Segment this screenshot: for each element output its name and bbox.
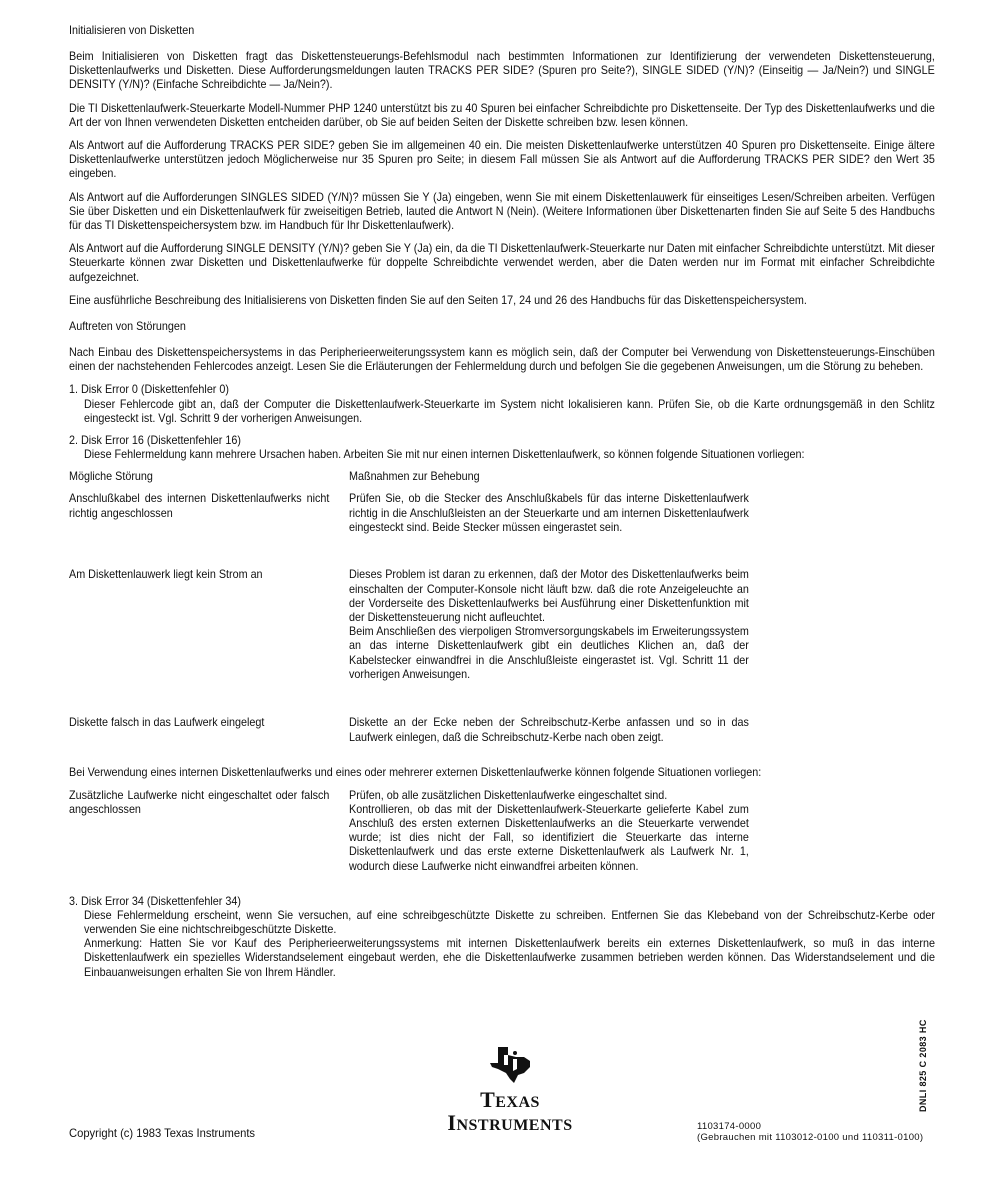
error-item-2: [69, 434, 935, 462]
solution-text: Prüfen Sie, ob die Stecker des Anschlußkabels für das interne Diskettenlaufwerk richtig in die Anschlußleisten an der Steuerkarte und am internen Diskettenlaufwerk eingesteckt sind. Beide Stecker müssen eingerastet sein.: [349, 492, 749, 534]
table-row: [69, 568, 935, 716]
table-row: [69, 789, 935, 895]
problem-cell: Am Diskettenlauwerk liegt kein Strom an: [69, 568, 263, 582]
error-body: Diese Fehlermeldung erscheint, wenn Sie versuchen, auf eine schreibgeschützte Diskette zu schreiben. Entfernen Sie das Klebeband von der Schreibschutz-Kerbe oder verwenden Sie eine nichtschreibgeschützte Diskette.: [84, 908, 935, 937]
solution-cell: [349, 789, 749, 895]
problem-cell: Diskette falsch in das Laufwerk eingelegt: [69, 716, 265, 730]
solution-text: Prüfen, ob alle zusätzlichen Diskettenlaufwerke eingeschaltet sind.: [349, 788, 668, 802]
column-header-problem: Mögliche Störung: [69, 470, 153, 484]
paragraph: Als Antwort auf die Aufforderung TRACKS PER SIDE? geben Sie im allgemeinen 40 ein. Die meisten Diskettenlaufwerke unterstützen 40 Spuren pro Diskettenseite. Einige ältere Diskettenlaufwerke unterstützen jedoch Möglicherweise nur 35 Spuren pro Seite; in diesem Fall müssen Sie als Antwort auf die Aufforderung TRACKS PER SIDE? den Wert 35 eingeben.: [69, 139, 935, 181]
paragraph: Die TI Diskettenlaufwerk-Steuerkarte Modell-Nummer PHP 1240 unterstützt bis zu 40 Spuren bei einfacher Schreibdichte pro Diskettenseite. Der Typ des Diskettenlaufwerks und die Art der von Ihnen verwendeten Disketten entcheiden darüber, ob Sie auf beiden Seiten der Diskette schreiben bzw. lesen können.: [69, 101, 935, 129]
error-item-1: [69, 383, 935, 426]
logo-wordmark: [410, 1087, 610, 1136]
logo-line-2: INSTRUMENTS: [447, 1110, 573, 1135]
external-intro: Bei Verwendung eines internen Diskettenlaufwerks und eines oder mehrerer externen Diskettenlaufwerke können folgende Situationen vorliegen:: [69, 766, 762, 780]
faults-intro: Nach Einbau des Diskettenspeichersystems in das Peripherieerweiterungssystem kann es möglich sein, daß der Computer bei Verwendung von Diskettensteuerungs-Einschüben einen der nachstehenden Fehlercodes anzeigt. Lesen Sie die Erläuterungen der Fehlermeldung durch und befolgen Sie die gegebenen Anweisungen, um die Störung zu beheben.: [69, 346, 935, 374]
document-page: [69, 24, 935, 988]
heading-faults: Auftreten von Störungen: [69, 320, 186, 334]
problem-cell: Anschlußkabel des internen Diskettenlaufwerks nicht richtig angeschlossen: [69, 492, 330, 520]
paragraph: Als Antwort auf die Aufforderung SINGLE DENSITY (Y/N)? geben Sie Y (Ja) ein, da die TI Diskettenlaufwerk-Steuerkarte nur Daten mit einfacher Schreibdichte unterstützt. Mit dieser Steuerkarte können zwar Disketten und Diskettenlaufwerke für doppelte Schreibdichte verwendet werden, aber die Daten werden nur im Format mit einfacher Schreibdichte aufgezeichnet.: [69, 242, 935, 284]
table-row: [69, 716, 935, 766]
solution-text: Beim Anschließen des vierpoligen Stromversorgungskabels im Erweiterungssystem an das interne Diskettenlaufwerk gibt ein deutliches Klichen an, daß der Kabelstecker einwandfrei in die Anschlußleiste eingerastet ist. Vgl. Schritt 11 der vorherigen Anweisungen.: [349, 625, 749, 681]
error-body: Diese Fehlermeldung kann mehrere Ursachen haben. Arbeiten Sie mit nur einen internen Diskettenlaufwerk, so können folgende Situationen vorliegen:: [84, 448, 805, 462]
solution-text: Kontrollieren, ob das mit der Diskettenlaufwerk-Steuerkarte gelieferte Kabel zum Anschluß des ersten externen Diskettenlaufwerks an die Steuerkarte verwendet wurde; ist dies nicht der Fall, so identifiziert die Steuerkarte das interne Diskettenlaufwerk und das erste externe Diskettenlaufwerk als Laufwerk Nr. 1, wodurch diese Laufwerke nicht einwandfrei arbeiten können.: [349, 802, 749, 873]
solution-cell: [349, 716, 749, 766]
table-row: [69, 492, 935, 568]
part-usage: (Gebrauchen mit 1103012-0100 und 110311-0100): [697, 1132, 924, 1143]
error-body: Dieser Fehlercode gibt an, daß der Computer die Diskettenlaufwerk-Steuerkarte im System nicht lokalisieren kann. Prüfen Sie, ob die Karte ordnungsgemäß in den Schlitz eingesteckt ist. Vgl. Schritt 9 der vorherigen Anweisungen.: [84, 397, 935, 425]
error-item-3: [69, 895, 935, 980]
solution-cell: [349, 568, 749, 716]
ti-state-logo-icon: [486, 1045, 534, 1085]
table-header: [69, 470, 935, 492]
error-title: 1. Disk Error 0 (Diskettenfehler 0): [69, 383, 229, 397]
error-title: 2. Disk Error 16 (Diskettenfehler 16): [69, 434, 241, 448]
texas-instruments-logo: [410, 1045, 610, 1136]
error-note: Anmerkung: Hatten Sie vor Kauf des Peripherieerweiterungssystems mit internen Diskettenlaufwerk bereits ein externes Diskettenlaufwerk, so muß in das interne Diskettenlaufwerk ein spezielles Widerstandselement eingebaut werden, ehe die Diskettenlaufwerke zusammen betrieben werden können. Das Widerstandselement und die Einbauanweisungen erhalten Sie von Ihrem Händler.: [84, 937, 935, 979]
copyright: Copyright (c) 1983 Texas Instruments: [69, 1126, 256, 1140]
paragraph: Als Antwort auf die Aufforderungen SINGLES SIDED (Y/N)? müssen Sie Y (Ja) eingeben, wenn Sie mit einem Diskettenlauwerk für einseitiges Lesen/Schreiben arbeiten. Verfügen Sie über Disketten und ein Diskettenlaufwerk für zweiseitigen Betrieb, lauted die Antwort N (Nein). (Weitere Informationen über Diskettenarten finden Sie auf Seite 5 des Handbuchs für das TI Diskettenspeichersystem bzw. im Handbuch für Ihr Diskettenlaufwerk).: [69, 190, 935, 233]
problem-cell: Zusätzliche Laufwerke nicht eingeschaltet oder falsch angeschlossen: [69, 788, 330, 816]
vertical-code: [918, 1012, 940, 1112]
heading-init: Initialisieren von Disketten: [69, 24, 195, 37]
vertical-code-text: DNLI 825 C 2083 HC: [918, 1019, 928, 1112]
solution-text: Dieses Problem ist daran zu erkennen, daß der Motor des Diskettenlaufwerks beim einschalten der Computer-Konsole nicht läuft bzw. daß die rote Anzeigeleuchte an der Vorderseite des Diskettenlaufwerks bei Ausführung einer Diskettenfunktion mit der Diskettensteuerung nicht aufleuchtet.: [349, 568, 749, 625]
solution-cell: [349, 492, 749, 568]
part-number: 1103174-0000: [697, 1121, 762, 1132]
part-number-block: [697, 1121, 923, 1143]
error-title: 3. Disk Error 34 (Diskettenfehler 34): [69, 894, 241, 908]
paragraph: Eine ausführliche Beschreibung des Initialisierens von Disketten finden Sie auf den Seiten 17, 24 und 26 des Handbuchs für das Diskettenspeichersystem.: [69, 293, 807, 307]
solution-text: Diskette an der Ecke neben der Schreibschutz-Kerbe anfassen und so in das Laufwerk einlegen, daß die Schreibschutz-Kerbe nach oben zeigt.: [349, 716, 749, 744]
paragraph: Beim Initialisieren von Disketten fragt das Diskettensteuerungs-Befehlsmodul nach bestimmten Informationen zur Identifizierung der verwendeten Diskettensteuerung, Diskettenlaufwerks und Disketten. Diese Aufforderungsmeldungen lauten TRACKS PER SIDE? (Spuren pro Seite?), SINGLE SIDED (Y/N)? (Einseitig — Ja/Nein?) und SINGLE DENSITY (Y/N)? (Einfache Schreibdichte — Ja/Nein?).: [69, 50, 935, 92]
logo-line-1: TEXAS: [480, 1087, 540, 1112]
column-header-solution: Maßnahmen zur Behebung: [349, 470, 480, 484]
